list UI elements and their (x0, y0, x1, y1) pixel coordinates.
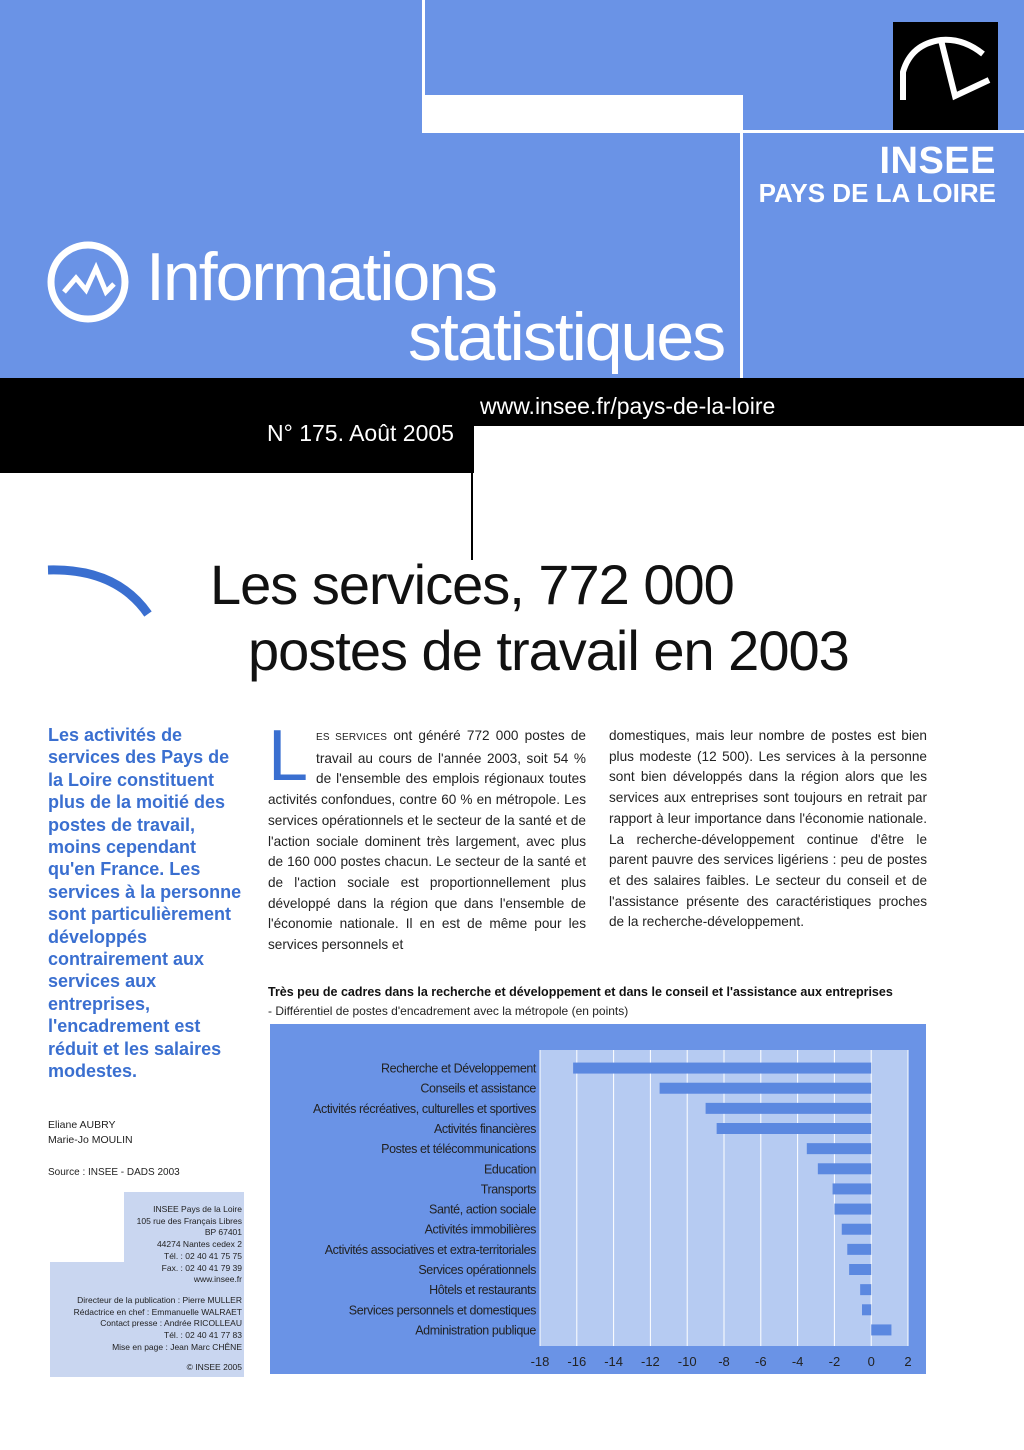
body-column-1 (268, 716, 586, 956)
bar (660, 1083, 872, 1094)
x-tick-label: -2 (828, 1354, 841, 1369)
source-note: Source : INSEE - DADS 2003 (48, 1167, 180, 1178)
category-label: Activités immobilières (424, 1222, 536, 1237)
bar (807, 1143, 871, 1154)
header-divider-right-h (743, 130, 1024, 133)
brand-name: INSEE (879, 140, 996, 182)
body-column-2: domestiques, mais leur nombre de postes est bien plus modeste (12 500). Les services à la personne sont bien développés dans la région alors que les services aux entreprises sont toujours en retrait par rapport à leur importance dans l'économie nationale. La recherche-développement continue d'être le parent pauvre des services ligériens : peu de postes et des salaires faibles. Le secteur du conseil et de l'assistance présente des caractéristiques proches de la recherche-développement. (609, 728, 927, 930)
header-spacer (0, 133, 88, 136)
x-tick-label: -14 (604, 1354, 623, 1369)
category-label: Activités associatives et extra-territoriales (324, 1242, 536, 1257)
contact-address: INSEE Pays de la Loire 105 rue des Français Libres BP 67401 44274 Nantes cedex 2 Tél. : 02 40 41 75 75 Fax. : 02 40 41 79 39 www.insee.fr (136, 1204, 242, 1285)
x-tick-label: -6 (755, 1354, 767, 1369)
chart-title: Très peu de cadres dans la recherche et développement et dans le conseil et l'assistance aux entreprises (268, 985, 893, 999)
header-blue-right (740, 95, 1024, 380)
article-title-line2: postes de travail en 2003 (248, 619, 849, 682)
category-label: Postes et télécommunications (381, 1142, 536, 1157)
x-tick-label: -12 (641, 1354, 660, 1369)
bar (849, 1264, 871, 1275)
category-label: Education (484, 1162, 536, 1177)
article-title-line1: Les services, 772 000 (210, 553, 734, 616)
bar (833, 1183, 872, 1194)
category-label: Activités récréatives, culturelles et sportives (313, 1101, 536, 1116)
bar (834, 1204, 871, 1215)
lead-summary: Les activités de services des Pays de la Loire constituent plus de la moitié des postes de travail, moins cependant qu'en France. Les services à la personne sont particulièrement développés contrairement aux services aux entreprises, l'encadrement est réduit et les salaires modestes. (48, 725, 242, 1082)
bar (818, 1163, 871, 1174)
x-tick-label: -8 (718, 1354, 730, 1369)
category-label: Conseils et assistance (420, 1081, 536, 1096)
body-text: ont généré 772 000 postes de travail au cours de l'année 2003, soit 54 % de l'ensemble des emplois régionaux toutes activités confondues, contre 60 % en métropole. Les services opérationnels et le secteur de la santé et de l'action sociale dominent très largement, avec plus de 160 000 postes chacun. Le secteur de la santé et de l'action sociale est proportionnellement plus développé dans la région que dans l'ensemble de l'économie nationale. Il en est de même pour les services personnels et (268, 728, 586, 953)
bar (842, 1224, 871, 1235)
chart-subtitle: - Différentiel de postes d'encadrement avec la métropole (en points) (268, 1004, 629, 1018)
publication-title-line1: Informations (146, 239, 497, 315)
x-tick-label: -18 (530, 1354, 550, 1369)
bar (573, 1063, 871, 1074)
category-label: Recherche et Développement (381, 1061, 536, 1076)
author-name: Eliane AUBRY (48, 1119, 116, 1131)
brand-region: PAYS DE LA LOIRE (758, 178, 996, 208)
category-label: Administration publique (415, 1323, 536, 1338)
bar-chart (270, 1024, 926, 1374)
authors (48, 1118, 133, 1148)
vertical-rule (471, 430, 473, 560)
x-tick-label: -10 (677, 1354, 697, 1369)
informations-statistiques-logo-icon (46, 240, 130, 329)
category-label: Transports (480, 1182, 536, 1197)
arc-ornament-icon (46, 560, 156, 625)
bar (862, 1304, 871, 1315)
category-label: Services opérationnels (418, 1263, 536, 1277)
bar (706, 1103, 872, 1114)
category-label: Santé, action sociale (429, 1202, 536, 1217)
header-divider-right (740, 95, 743, 380)
contact-staff: Directeur de la publication : Pierre MULLER Rédactrice en chef : Emmanuelle WALRAET Contact presse : Andrée RICOLLEAU Tél. : 02 40 41 77 83 Mise en page : Jean Marc CHÊNE (73, 1295, 242, 1352)
category-label: Services personnels et domestiques (348, 1303, 536, 1318)
x-tick-label: -4 (791, 1354, 804, 1369)
contact-box-notch (50, 1192, 124, 1262)
article-title (210, 552, 849, 684)
author-name: Marie-Jo MOULIN (48, 1134, 133, 1146)
insee-logo-icon (893, 22, 998, 130)
x-tick-label: 2 (904, 1354, 912, 1369)
publication-title-line2: statistiques (408, 299, 725, 375)
x-tick-label: -16 (567, 1354, 587, 1369)
copyright: © INSEE 2005 (186, 1362, 242, 1372)
bar (717, 1123, 872, 1134)
category-label: Hôtels et restaurants (429, 1283, 536, 1298)
bar (860, 1284, 871, 1295)
small-caps-lead: ES SERVICES (316, 732, 388, 743)
category-label: Activités financières (433, 1122, 536, 1136)
header-divider (422, 0, 425, 133)
drop-cap: L (268, 716, 309, 796)
issue-number: N° 175. Août 2005 (267, 420, 454, 446)
website-link[interactable]: www.insee.fr/pays-de-la-loire (480, 393, 776, 419)
bar (847, 1244, 871, 1255)
x-tick-label: 0 (867, 1354, 875, 1369)
bar (871, 1324, 891, 1335)
